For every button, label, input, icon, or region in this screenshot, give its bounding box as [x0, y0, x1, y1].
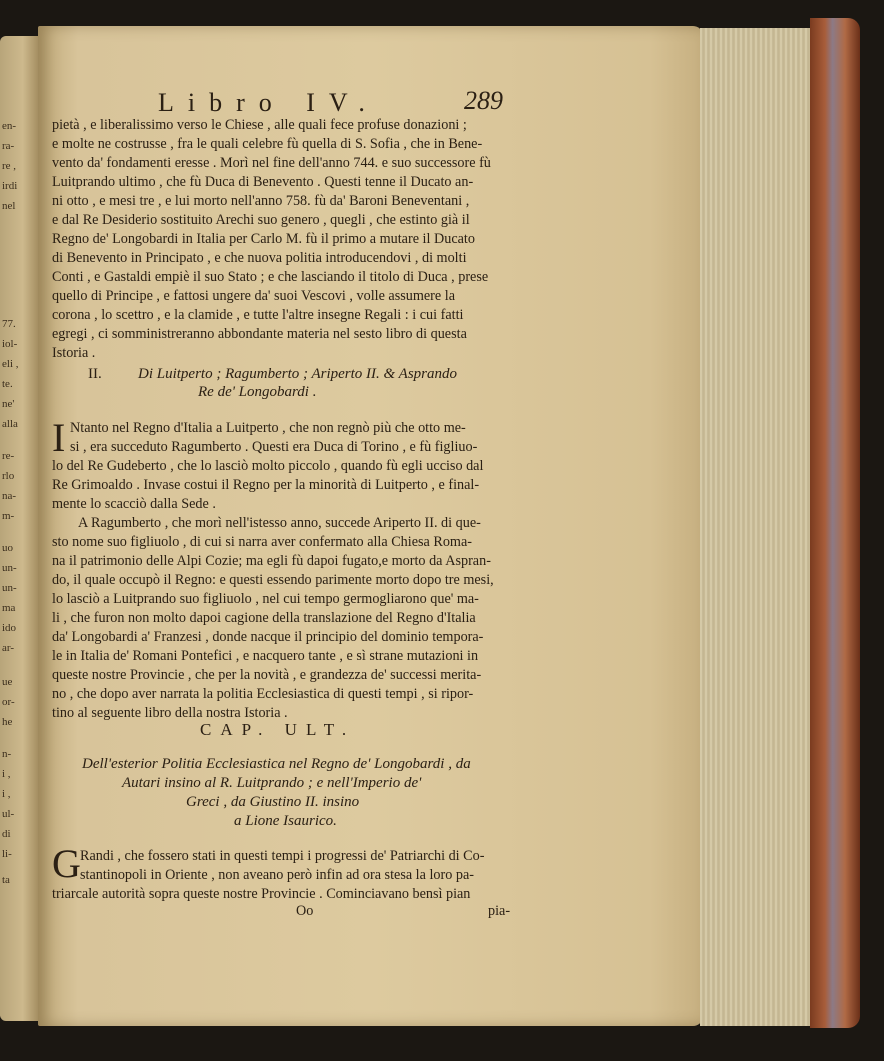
margin-fragment: re- [2, 450, 15, 462]
chapter-subtitle: Dell'esterior Politia Ecclesiastica nel Regno de' Longobardi , da [82, 756, 471, 772]
margin-fragment: na- [2, 490, 17, 502]
margin-fragment: iol- [2, 338, 18, 350]
margin-fragment: rlo [2, 470, 15, 482]
section-title-cont: Re de' Longobardi . [198, 384, 317, 400]
margin-fragment: ma [2, 602, 16, 614]
margin-fragment: di [2, 828, 11, 840]
text-line: tino al seguente libro della nostra Istoria . [52, 705, 288, 721]
text-line: Randi , che fossero stati in questi tempi i progressi de' Patriarchi di Co- [80, 848, 485, 864]
text-line: Re Grimoaldo . Invase costui il Regno per la minorità di Luitperto , e final- [52, 477, 480, 493]
text-line: do, il quale occupò il Regno: e questi essendo parimente morto dopo tre mesi, [52, 572, 494, 588]
margin-fragment: eli , [2, 358, 19, 370]
margin-fragment: uo [2, 542, 13, 554]
page-number: 289 [464, 86, 503, 115]
margin-fragment: n- [2, 748, 12, 760]
margin-fragment: he [2, 716, 13, 728]
text-line: no , che dopo aver narrata la politia Ecclesiastica di questi tempi , si ripor- [52, 686, 474, 702]
margin-fragment: li- [2, 848, 12, 860]
margin-fragment: nel [2, 200, 16, 212]
text-line: si , era succeduto Ragumberto . Questi era Duca di Torino , e fù figliuo- [70, 439, 478, 455]
text-line: vento da' fondamenti eresse . Morì nel fine dell'anno 744. e suo successore fù [52, 155, 491, 171]
margin-fragment: un- [2, 562, 17, 574]
margin-fragment: ra- [2, 140, 15, 152]
text-line: da' Longobardi a' Franzesi , donde nacque il principio del dominio tempora- [52, 629, 484, 645]
text-line: Regno de' Longobardi in Italia per Carlo M. fù il primo a mutare il Ducato [52, 231, 475, 247]
page-block-edge [700, 28, 818, 1026]
text-line: stantinopoli in Oriente , non aveano però infin ad ora stesa la loro pa- [80, 867, 474, 883]
margin-fragment: alla [2, 418, 18, 430]
text-line: Ntanto nel Regno d'Italia a Luitperto , che non regnò più che otto me- [70, 420, 466, 436]
text-line: sto nome suo figliuolo , di cui si narra aver confermato alla Chiesa Roma- [52, 534, 472, 550]
margin-fragment: en- [2, 120, 17, 132]
text-line: triarcale autorità sopra queste nostre Provincie . Cominciavano bensì pian [52, 886, 471, 902]
text-line: pietà , e liberalissimo verso le Chiese , alle quali fece profuse donazioni ; [52, 117, 467, 133]
text-line: di Benevento in Principato , e che nuova politia introducendovi , di molti [52, 250, 467, 266]
text-line: mente lo scacciò dalla Sede . [52, 496, 216, 512]
text-line: corona , lo scettro , e la clamide , e tutte l'altre insegne Regali : i cui fatti [52, 307, 464, 323]
margin-fragment: i , [2, 788, 11, 800]
margin-fragment: ue [2, 676, 13, 688]
previous-page-edge [0, 36, 38, 1021]
text-line: lo del Re Gudeberto , che lo lasciò molto piccolo , quando fù egli ucciso dal [52, 458, 484, 474]
margin-fragment: un- [2, 582, 17, 594]
margin-fragment: i , [2, 768, 11, 780]
text-line: queste nostre Provincie , che per la novità , e grandezza de' successi merita- [52, 667, 482, 683]
catchword: pia- [488, 903, 511, 919]
text-line: Luitprando ultimo , che fù Duca di Benevento . Questi tenne il Ducato an- [52, 174, 474, 190]
margin-fragment: ar- [2, 642, 14, 654]
margin-fragment: ta [2, 874, 10, 886]
margin-fragment: te. [2, 378, 13, 390]
margin-fragment: or- [2, 696, 15, 708]
running-title: Libro IV. [158, 88, 379, 117]
chapter-subtitle: Autari insino al R. Luitprando ; e nell'Imperio de' [122, 775, 422, 791]
drop-cap: G [52, 841, 81, 886]
book-cover-edge [810, 18, 860, 1028]
signature-mark: Oo [296, 903, 314, 919]
text-line: na il patrimonio delle Alpi Cozie; ma egli fù dapoi fugato,e morto da Aspran- [52, 553, 491, 569]
text-line: li , che furon non molto dapoi cagione della translazione del Regno d'Italia [52, 610, 476, 626]
margin-fragment: ne' [2, 398, 15, 410]
chapter-subtitle: Greci , da Giustino II. insino [186, 794, 360, 810]
margin-fragment: ido [2, 622, 17, 634]
section-numeral: II. [88, 366, 102, 382]
chapter-heading: CAP. ULT. [200, 720, 356, 739]
drop-cap: I [52, 415, 66, 460]
section-title: Di Luitperto ; Ragumberto ; Ariperto II. & Asprando [138, 366, 458, 382]
margin-fragment: irdi [2, 180, 18, 192]
text-line: e dal Re Desiderio sostituito Arechi suo genero , quegli , che estinto già il [52, 212, 470, 228]
text-line: le in Italia de' Romani Pontefici , e nacquero tante , e sì strane mutazioni in [52, 648, 479, 664]
text-line: Istoria . [52, 345, 96, 361]
margin-fragment: m- [2, 510, 15, 522]
text-line: ni otto , e mesi tre , e lui morto nell'anno 758. fù da' Baroni Beneventani , [52, 193, 470, 209]
text-line: A Ragumberto , che morì nell'istesso anno, succede Ariperto II. di que- [78, 515, 481, 531]
text-line: lo lasciò a Luitprando suo figliuolo , nel cui tempo germogliarono que' ma- [52, 591, 479, 607]
chapter-subtitle: a Lione Isaurico. [234, 813, 337, 829]
margin-fragment: re , [2, 160, 17, 172]
text-line: e molte ne costrusse , fra le quali celebre fù quella di S. Sofia , che in Bene- [52, 136, 483, 152]
margin-fragment: 77. [2, 318, 16, 330]
margin-fragment: ul- [2, 808, 15, 820]
text-line: quello di Principe , e fattosi ungere da' suoi Vescovi , volle assumere la [52, 288, 455, 304]
text-line: Conti , e Gastaldi empiè il suo Stato ; e che lasciando il titolo di Duca , prese [52, 269, 489, 285]
text-line: egregi , ci somministreranno abbondante materia nel sesto libro di questa [52, 326, 467, 342]
